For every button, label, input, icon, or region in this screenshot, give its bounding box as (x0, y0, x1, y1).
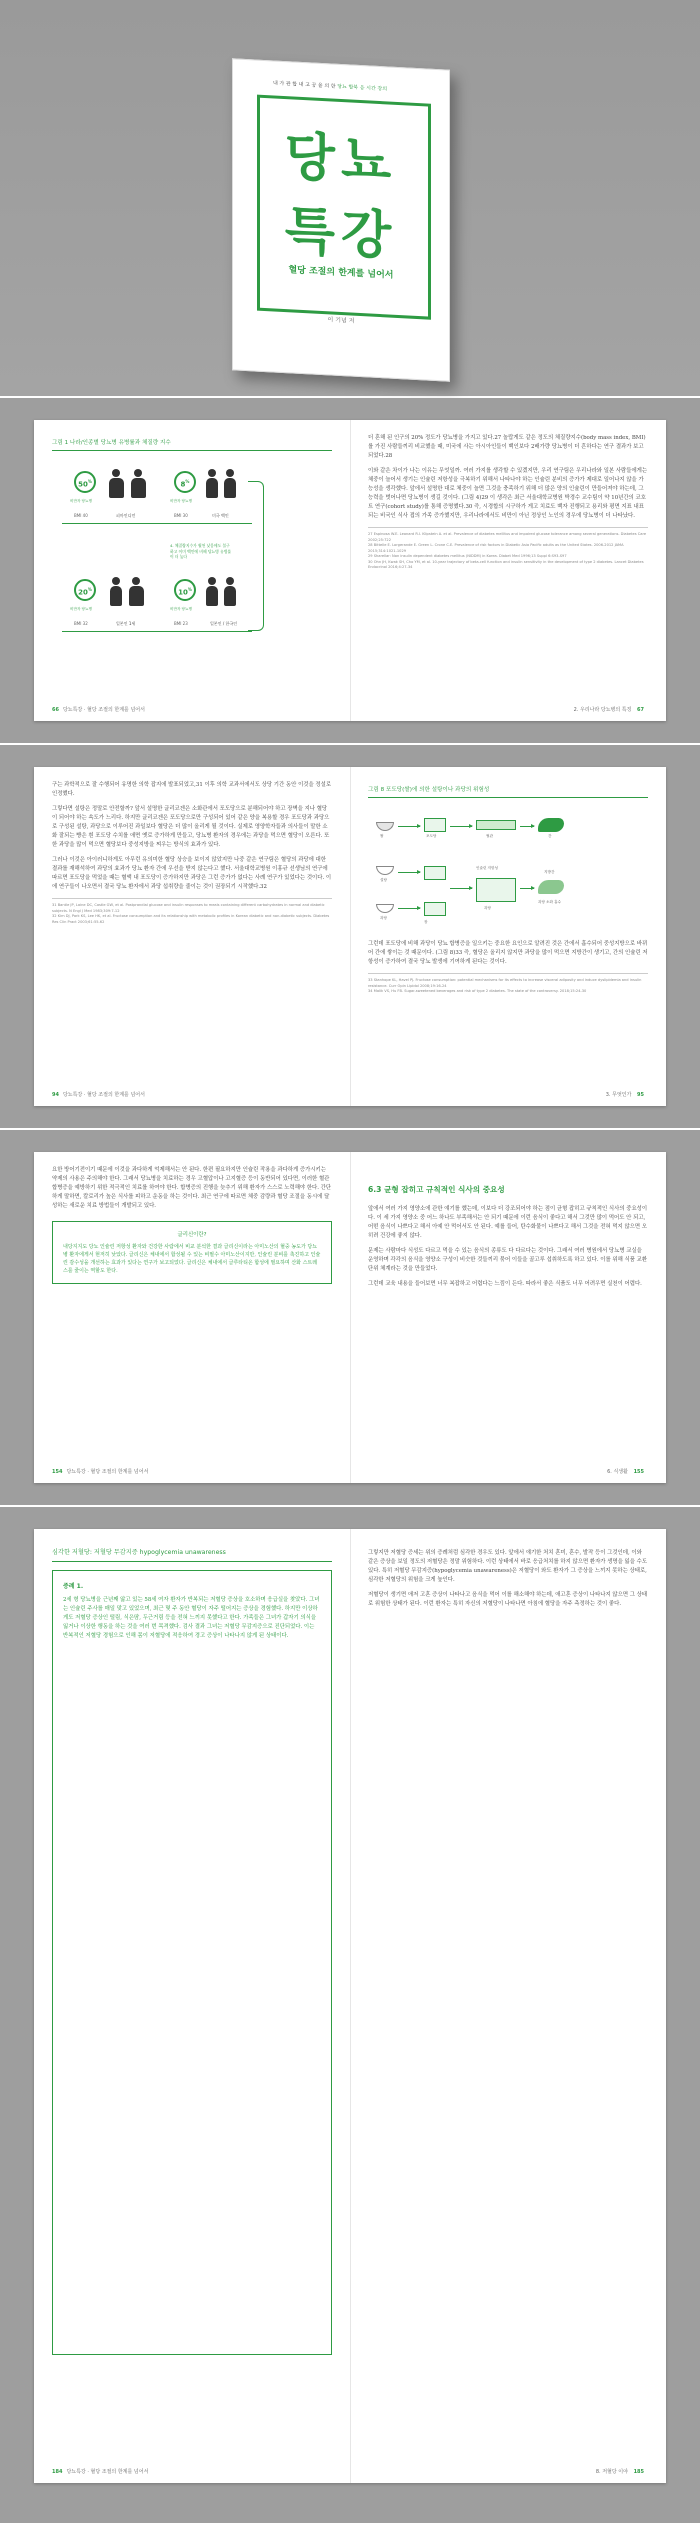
spread-154-155 (34, 1152, 666, 1483)
person-icon (206, 577, 218, 607)
sugar-bowl-icon (376, 866, 394, 875)
page-footer: 6. 식생활 155 (607, 1469, 644, 1475)
footnote: 30 Ohn JH, Kwak SH, Cho YM, et al. 10-year trajectory of beta-cell function and insulin sensitivity in the development of type 2 diabetes. Lancet Diabetes Endocrinol 2016;4:27-34 (368, 559, 644, 569)
divider (62, 523, 252, 524)
pct-caption-1: 비만자 당뇨병 (70, 499, 92, 503)
page-footer: 3. 무엇인가 95 (605, 1092, 644, 1098)
pct-circle-3: 20% (74, 579, 96, 601)
book-cover-section (0, 0, 700, 396)
body-paragraph: 이와 같은 차이가 나는 이유는 무엇일까. 여러 가지를 생각할 수 있겠지만, 우리 연구팀은 우리나라와 일본 사람들에게는 체중이 늘어서 생기는 인슐린 저항성을 극복하기 위해서 나타나야 하는 인슐린 분비의 증가가 제대로 일어나지 않을 가능성을 생각했다. 앞에서 설명한 대로 체중이 늘면 그것을 충족하기 위해 더 많은 양의 인슐린이 만들어져야 하는데, 그 능력을 벗어나면 당뇨병이 생길 것이다. (그림 4)29 이 생각은 최근 서울대학교병원 박경수 교수팀이 약 10년간의 코호트 연구(cohort study)를 통해 증명했다.30 즉, 시경합의 시구하가 게고 치료도 백자 진행되고 용리와 평면 지표 내표되는 비국인 식사 접의 가족 증가했지만, 우리나라에서도 비만이 아닌 정상인 노인의 경우에 당뇨병이 더 나타났다. (368, 468, 648, 519)
gut-icon (424, 818, 446, 832)
footnotes (368, 973, 648, 995)
page-66 (34, 420, 350, 721)
arrow-icon (398, 826, 420, 827)
body-paragraph: 그렇지만 저혈당 증세는 위의 증례처럼 심각한 경우도 있다. 앞에서 얘기한 처치 혼미, 혼수, 발작 등이 그것인데, 이와 같은 증상을 보일 정도의 저혈당은 정말 위험하다. 이런 상태에서 바로 응급처치를 하지 않으면 환자가 생명을 잃을 수도 있다. 특히 저혈당 무감지증(hypoglycemia unawareness)은 저혈당이 와도 환자가 그 증상을 느끼지 못하는 상태로, 심각한 저혈당의 위험을 크게 높인다. (368, 1550, 648, 1583)
fructose-label: 과당 (484, 906, 491, 910)
bracket (248, 481, 264, 631)
footnote: 33 Stanhope KL, Havel PJ. Fructose consumption: potential mechanisms for its effects to increase visceral adiposity and induce dyslipidemia and insulin resistance. Curr Opin Lipidol 2008;19:16-24 (368, 978, 642, 988)
page-185 (350, 1529, 666, 2483)
pct-circle-1: 50% (74, 471, 96, 493)
liver-label: 간 (548, 834, 552, 838)
case-label: 증례 1. (63, 1583, 84, 1590)
case-title: 심각한 저혈당: 저혈당 무감지증 hypoglycemia unawareness (52, 1543, 332, 1562)
cover-author: 이 기념 저 (327, 316, 355, 325)
population-label-1: 피마인디언 (116, 513, 136, 518)
footnotes (52, 898, 332, 925)
fatty-liver-icon (538, 880, 564, 894)
spread-94-95-section (0, 745, 700, 1128)
body-paragraph: 요한 방어기전이기 때문에 이것을 과다하게 억제해서는 안 된다. 한편 필요하지만 인슐린 작용을 과다하게 증가시키는 약제의 사용은 주의해야 한다. 그래서 당뇨병을 치료하는 경우 고혈압이나 고지혈증 등이 동반되어 있다면, 이러한 혈관 합병증을 예방하기 위한 적극적인 치료를 하여야 한다. 합병증의 진행을 늦추기 위해 환자가 스스로 노력해야 한다. 간단하게 말하면, 칼로리가 높은 식사를 피하고 운동을 하는 것이다. 최근 연구에 따르면 체중 감량과 혈당 조절을 동시에 달성하는 새로운 치료 방법들이 개발되고 있다. (52, 1167, 332, 1209)
footnote: 32 Kim DJ, Park KS, Lee HK, et al. Fructose consumption and its relationship with metabolic profiles in Korean diabetic and non-diabetic subjects. Diabetes Res Clin Pract 2003;61:55-62 (52, 914, 330, 924)
page-footer: 154 당뇨특강 · 혈당 조절의 한계를 넘어서 (52, 1469, 149, 1475)
cover-subtitle-text: 내 가 관 합 내 고 공 을 의 한 (273, 80, 336, 90)
figure-note: 4. 체질량지수가 훨씬 낮음에도 불구하고 이미 백인에 비해 당뇨병 유병률이 더 높다 (170, 543, 232, 559)
page-footer: 66 당뇨특강 · 혈당 조절의 한계를 넘어서 (52, 707, 145, 713)
spread-94-95 (34, 767, 666, 1106)
figure-note: 과당 소화 흡수 (538, 900, 562, 904)
page-155 (350, 1152, 666, 1483)
page-footer: 2. 우리나라 당뇨병의 특징 67 (573, 707, 644, 713)
fructose-box (476, 878, 516, 902)
spread-66-67 (34, 420, 666, 721)
body-paragraph: 그러나 이것은 아이러니하게도 아무런 유의미한 혈당 상승을 보이지 않았지만 나중 같은 연구팀은 혈당의 과당에 대한 결과를 재해석하여 과당의 효과가 당뇨 환자 간에 우선을 받지 않는다고 했다. 서울대학교병원 이홍규 선생님의 연구에 따르면 포도당을 먹었을 때는 혈액 내 포도당이 증가하지만 과당은 그런 증가가 없다는 사례 연구가 있었다는 것이다. 이에 연구들이 나오면서 결국 당뇨 환자에서 과당 섭취량을 줄이는 것이 권장되기 시작했다.32 (52, 857, 332, 890)
body-paragraph: 구는 과학적으로 잘 수행되어 유명한 의학 잡지에 발표되었고,31 이후 의학 교과서에서도 상당 기간 동안 이것을 정설로 인정했다. (52, 782, 332, 797)
footnote: 31 Bantle JP, Laine DC, Castle GW, et al. Postprandial glucose and insulin responses to meals containing different carbohydrates in normal and diabetic subjects. N Engl J Med 1983;309:7-12 (52, 903, 325, 913)
pct-caption-3: 비만자 당뇨병 (70, 607, 92, 611)
sidebar-box (52, 1221, 332, 1284)
person-icon (130, 577, 142, 607)
sugar-label: 설탕 (380, 878, 387, 882)
footnote: 28 Bittelle E. Lorgerande E. Green L. Crone C.E. Prevalence of risk factors in Diabetic Asia Pacific adults as the United States. 2006-2012 JAMA 2015;314:1021-1029 (368, 543, 624, 553)
arrow-icon (450, 826, 472, 827)
arrow-icon (450, 888, 472, 889)
spread-184-185 (34, 1529, 666, 2483)
body-paragraph: 더 혼해 된 인구의 20% 정도가 당뇨병을 가지고 있다.27 놀랍게도 같은 정도의 체질량지수(body mass index, BMI)를 가진 사람들끼리 비교했을 때, 미국에 사는 아시아인들이 백인보다 2배가량 당뇨병이 더 흔하다는 연구 결과가 보고되었다.28 (368, 435, 646, 459)
blood-label: 혈관 (486, 834, 493, 838)
fruit-label: 과당 (380, 916, 387, 920)
population-label-4: 일본인 / 한국인 (210, 621, 238, 626)
blood-vessel-icon (476, 820, 516, 830)
body-paragraph: 그렇다면 설탕은 정말로 안전할까? 앞서 설명한 글리코겐은 소화관에서 포도당으로 분해되어야 하고 장벽을 지나 혈당이 되어야 하는 속도가 느리다. 하지만 글리코겐은 포도당으로만 구성되어 있어 같은 양을 복용할 경우 포도당과 과당으로 구성된 설탕, 과당으로 이루어진 과일보다 혈당은 더 많이 올리게 될 것이다. 실제로 영양학자들과 의사들이 말한 소화 잘되는 빵은 흰 포도당 수치를 애면 옛로 증가하게 만들고, 당뇨병 환자의 경우에는 과당을 먹으면 혈당이 오른다. 또한 과당을 많이 먹으면 혈당보다 중성지방을 찌우는 방식의 효과가 있다. (52, 806, 330, 848)
body-paragraph: 그런데 교육 내용을 들어보면 너무 복잡하고 어렵다는 느낌이 든다. 따라서 좋은 식품도 너무 어려우면 실천이 어렵다. (368, 1281, 642, 1287)
arrow-icon (520, 888, 534, 889)
population-label-3: 일본인 1세 (116, 621, 136, 626)
spread-184-185-section (0, 1507, 700, 2523)
page-184 (34, 1529, 350, 2483)
pct-circle-2: 8% (174, 471, 196, 493)
cover-subtitle-highlight: 당뇨 합북 응 시간 강의 (337, 83, 388, 93)
bmi-label-4: BMI 23 (174, 621, 188, 626)
figure-1-bmi (52, 461, 332, 671)
bmi-label-1: BMI 40 (74, 513, 88, 518)
body-paragraph: 저혈당이 생기면 애저 고혼 증상이 나타나고 음식을 먹어 이를 해소해야 하는데, 애고혼 증상이 나타나지 않으면 그 상태로 위험한 상태가 된다. 이런 환자는 특히 자신의 저혈당이 나타나면 아침에 혈당을 자주 측정하는 것이 좋다. (368, 1592, 648, 1607)
figure-8-fructose (368, 808, 648, 940)
person-icon (224, 469, 236, 499)
footnotes (368, 527, 648, 571)
page-footer: 8. 저혈당 이야 185 (595, 2469, 644, 2475)
person-icon (224, 577, 236, 607)
bmi-label-3: BMI 32 (74, 621, 88, 626)
body-paragraph: 그런데 포도당에 비해 과당이 당뇨 합병증을 일으키는 중요한 요인으로 알려진 것은 간에서 흡수되어 중성지방으로 바뀌어 간에 쌓이는 것 때문이다. (그림 8)33 즉, 혈당은 올리지 않지만 과당을 많이 먹으면 지방간이 생기고, 간의 인슐린 저항성이 증가하여 결국 당뇨 발생에 기여하게 된다는 것이다. (368, 941, 648, 965)
cover-title-line2: 특강 (284, 201, 398, 267)
page-94 (34, 767, 350, 1106)
footnote: 27 Espinosa W.E. Leonard R.I. Klipstein A. et al. Prevalence of diabetes mellitus and impaired glucose tolerance among several generations. Diabetes Care 2002;25:722 (368, 532, 647, 542)
spread-66-67-section (0, 398, 700, 743)
footnote: 34 Malik VS, Hu FB. Sugar-sweetened beverages and risk of type 2 diabetes. The state of the controversy. 2018;15:24-30 (368, 989, 587, 993)
rice-bowl-icon (376, 822, 394, 831)
cover-tagline: 혈당 조절의 한계를 넘어서 (288, 265, 394, 281)
person-icon (110, 577, 122, 607)
spread-154-155-section (0, 1130, 700, 1505)
page-67 (350, 420, 666, 721)
figure-title: 그림 1 나라/인종별 당뇨병 유병률과 체질량 지수 (52, 434, 332, 451)
pct-circle-4: 10% (174, 579, 196, 601)
pct-caption-4: 비만자 당뇨병 (170, 607, 192, 611)
figure-title: 그림 8 포도당(쌀)에 의한 설탕이나 과당의 위험성 (368, 781, 648, 798)
case-text: 2세 형 당뇨병을 근년째 앓고 있는 58세 여자 환자가 반복되는 저혈당 증상을 호소하며 응급실을 찾았다. 그녀는 인슐린 주사를 매일 맞고 있었으며, 최근 몇 주 동안 혈당이 자주 떨어지는 증상을 경험했다. 하지만 이상하게도 저혈당 증상인 떨림, 식은땀, 두근거림 등을 전혀 느끼지 못했다고 한다. 가족들은 그녀가 갑자기 의식을 잃거나 이상한 행동을 하는 것을 여러 번 목격했다. 검사 결과 그녀는 저혈당 무감지증으로 진단되었다. 이는 반복적인 저혈당 경험으로 인해 몸이 저혈당에 적응하여 경고 증상이 나타나지 않게 된 상태이다. (63, 1597, 320, 1639)
sidebar-box-text: 내당지지도 당뇨 인슐린 저항성 환자와 건강한 사람에서 비교 분석한 결과 글리신이라는 아미노산의 혈중 농도가 당뇨병 환자에게서 현저히 낮았다. 글리신은 체내에서 합성될 수 있는 비필수 아미노산이지만, 인슐린 분비를 촉진하고 인슐린 감수성을 개선하는 효과가 있다는 연구가 보고되었다. 글리신은 체내에서 글루타티온 합성에 필요하며 산화 스트레스를 줄이는 역할도 한다. (63, 1244, 321, 1274)
arrow-icon (520, 826, 534, 827)
page-footer: 94 당뇨특강 · 혈당 조절의 한계를 넘어서 (52, 1092, 145, 1098)
cover-subtitle (273, 79, 387, 92)
gut-label: 포도당 (426, 834, 437, 838)
arrow-icon (398, 908, 420, 909)
fruit-bowl-icon (376, 904, 394, 913)
page-95 (350, 767, 666, 1106)
body-paragraph: 앞에서 여러 가지 영양소에 관한 얘기를 했는데, 이보다 더 강조되어야 하는 점이 균형 잡히고 규칙적인 식사의 중요성이다. 이 세 가지 영양소 중 어느 하나도 부족해서는 안 되기 때문에 이런 음식이 좋다고 해서 그것만 많이 먹어도 안 되고, 어떤 음식이 나쁘다고 해서 아예 안 먹어서도 안 된다. 예를 들어, 탄수화물이 나쁘다고 해서 그것을 전혀 먹지 않으면 오히려 건강에 좋지 않다. (368, 1206, 648, 1239)
sidebar-box-title: 글리신이란? (177, 1232, 207, 1238)
person-icon (110, 469, 122, 499)
person-icon (206, 469, 218, 499)
insulin-label: 인슐린 저항성 (476, 866, 498, 870)
arrow-icon (398, 872, 420, 873)
gut-icon (424, 902, 446, 916)
population-label-2: 미국 백인 (212, 513, 229, 518)
cover-title-line1: 당뇨 (284, 127, 398, 193)
section-heading: 6.3 균형 잡히고 규칙적인 식사의 중요성 (368, 1185, 505, 1194)
fatty-liver-label: 지방간 (544, 870, 555, 874)
gut-label: 장 (424, 920, 428, 924)
divider (62, 631, 252, 632)
gut-icon (424, 866, 446, 880)
case-box (52, 1570, 332, 2355)
page-154 (34, 1152, 350, 1483)
pct-caption-2: 비만자 당뇨병 (170, 499, 192, 503)
rice-label: 쌀 (380, 834, 384, 838)
footnote: 29 Sharellar: Non insulin dependent diabetes mellitus (NIDDM) in Korea. Diabet Med 1996;13 Suppl 6:S93-S97 (368, 554, 567, 558)
body-paragraph: 문제는 사람마다 식성도 다르고 먹을 수 있는 음식의 종류도 다 다르다는 것이다. 그래서 여러 병원에서 당뇨병 교실을 운영하며 각각의 음식을 영양소 구성이 비슷한 것들끼리 묶어 이들을 골고루 섭취하도록 하고 있다. 이를 위해 식품 교환 단위 체계라는 것을 만들었다. (368, 1248, 648, 1272)
page-footer: 184 당뇨특강 · 혈당 조절의 한계를 넘어서 (52, 2469, 149, 2475)
person-icon (132, 469, 144, 499)
book-cover (232, 58, 450, 381)
liver-icon (538, 818, 564, 832)
bmi-label-2: BMI 30 (174, 513, 188, 518)
